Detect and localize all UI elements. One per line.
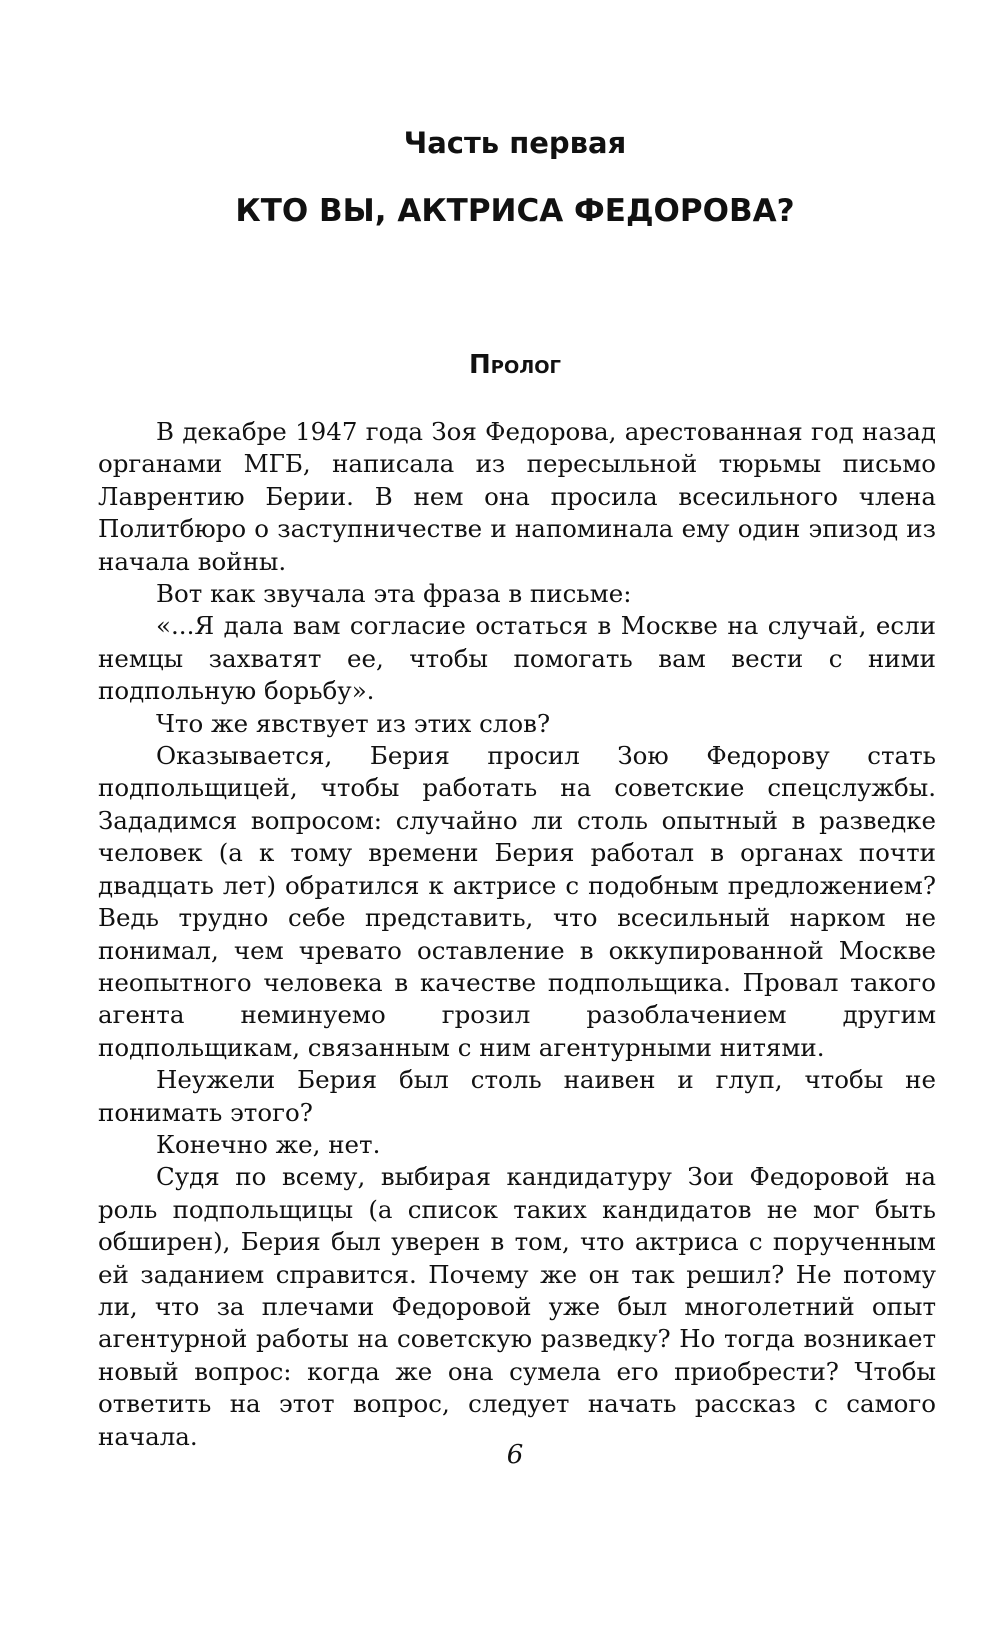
paragraph: Вот как звучала эта фраза в письме:: [156, 579, 632, 609]
paragraph: «...Я дала вам согласие остаться в Москве на случай, если немцы захватят ее, чтобы помогать вам вести с ними подпольную борьбу».: [98, 611, 936, 706]
paragraph: Судя по всему, выбирая кандидатуру Зои Федоровой на роль подпольщицы (а список таких кандидатов не мог быть обширен), Берия был уверен в том, что актриса с порученным ей заданием справится. Почему же он так решил? Не потому ли, что за плечами Федоровой уже был многолетний опыт агентурной работы на советскую разведку? Но тогда возникает новый вопрос: когда же она сумела его приобрести? Чтобы ответить на этот вопрос, следует начать рассказ с самого начала.: [98, 1162, 936, 1451]
part-label: Часть первая: [403, 126, 627, 160]
paragraph: В декабре 1947 года Зоя Федорова, арестованная год назад органами МГБ, написала из пересыльной тюрьмы письмо Лаврентию Берии. В нем она просила всесильного члена Политбюро о заступничестве и напоминала ему один эпизод из начала войны.: [98, 417, 936, 576]
paragraph: Конечно же, нет.: [156, 1129, 381, 1159]
body-text: [98, 416, 936, 1453]
paragraph: Что же явствует из этих слов?: [156, 708, 551, 738]
section-title: Пролог: [469, 350, 561, 380]
paragraph: Оказывается, Берия просил Зою Федорову стать подпольщицей, чтобы работать на советские спецслужбы. Зададимся вопросом: случайно ли столь опытный в разведке человек (а к тому времени Берия работал в органах почти двадцать лет) обратился к актрисе с подобным предложением? Ведь трудно себе представить, что всесильный нарком не понимал, чем чревато оставление в оккупированной Москве неопытного человека в качестве подпольщика. Провал такого агента неминуемо грозил разоблачением другим подпольщикам, связанным с ним агентурными нитями.: [98, 741, 936, 1062]
page-number: 6: [506, 1440, 524, 1470]
paragraph: Неужели Берия был столь наивен и глуп, чтобы не понимать этого?: [98, 1065, 936, 1127]
part-title: КТО ВЫ, АКТРИСА ФЕДОРОВА?: [235, 193, 795, 229]
